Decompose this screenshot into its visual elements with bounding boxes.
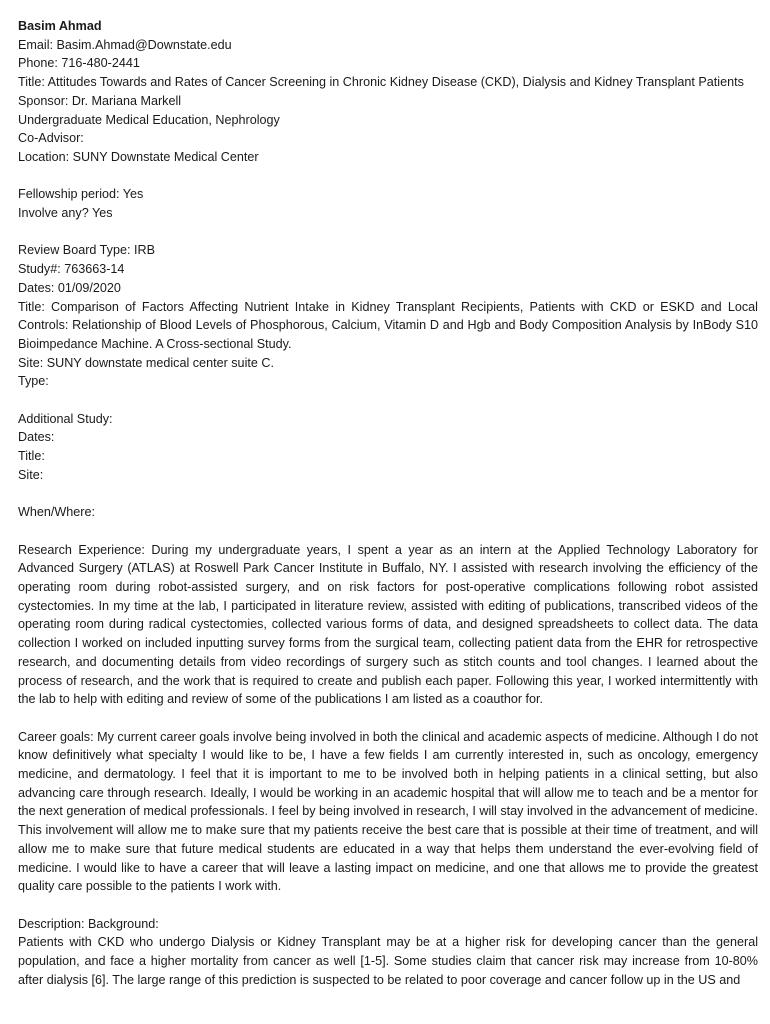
additional-study-dates: Dates: <box>18 430 55 445</box>
study-number-line: Study#: 763663-14 <box>18 262 125 277</box>
review-title-paragraph: Title: Comparison of Factors Affecting Nutrient Intake in Kidney Transplant Recipients, Patients with CKD or ESKD and Local Controls: Relationship of Blood Levels of Phosphorous, Calcium, Vitamin D and Hgb and Body Composition Analysis by InBody S10 Bioimpedance Machine. A Cross-sectional Study. <box>18 299 758 351</box>
additional-study-title: Title: <box>18 449 45 464</box>
additional-study-site: Site: <box>18 467 44 482</box>
project-title-line: Title: Attitudes Towards and Rates of Cancer Screening in Chronic Kidney Disease (CKD), Dialysis and Kidney Transplant Patients <box>18 75 744 90</box>
additional-study-heading: Additional Study: <box>18 411 113 426</box>
description-heading: Description: Background: <box>18 916 159 931</box>
co-advisor-line: Co-Advisor: <box>18 131 84 146</box>
review-dates-line: Dates: 01/09/2020 <box>18 280 121 295</box>
career-goals-paragraph: Career goals: My current career goals involve being involved in both the clinical and academic aspects of medicine. Although I do not know definitively what specialty I would like to be, I have a few fields I am currently interested in, such as oncology, emergency medicine, and dermatology. I feel that it is important to me to be involved both in helping patients in a clinical setting, but also advancing care through research. Ideally, I would be working in an academic hospital that will allow me to teach and be a mentor for the next generation of medical professionals. I feel by being involved in research, I will stay involved in the advancement of medicine. This involvement will allow me to make sure that my patients receive the best care that is possible at their time of treatment, and will allow me to make sure that future medical students are educated in a way that helps them understand the ever-evolving field of medicine. I would like to have a career that will leave a lasting impact on medicine, and one that allows me to provide the greatest quality care possible to the patients I work with. <box>18 729 758 894</box>
spacer <box>18 167 758 186</box>
spacer <box>18 709 758 728</box>
author-name: Basim Ahmad <box>18 19 102 33</box>
phone-line: Phone: 716-480-2441 <box>18 56 140 71</box>
spacer <box>18 223 758 242</box>
fellowship-period-line: Fellowship period: Yes <box>18 187 144 202</box>
spacer <box>18 522 758 541</box>
document-page <box>18 17 758 989</box>
involve-line: Involve any? Yes <box>18 206 113 221</box>
spacer <box>18 485 758 504</box>
description-paragraph: Patients with CKD who undergo Dialysis or Kidney Transplant may be at a higher risk for developing cancer than the general population, and face a higher mortality from cancer as well [1-5]. Some studies claim that cancer risk may increase from 10-80% after dialysis [6]. The large range of this prediction is suspected to be related to poor coverage and cancer follow up in the US and <box>18 935 758 987</box>
review-board-type-line: Review Board Type: IRB <box>18 243 155 258</box>
email-line: Email: Basim.Ahmad@Downstate.edu <box>18 37 232 52</box>
research-experience-paragraph: Research Experience: During my undergraduate years, I spent a year as an intern at the Applied Technology Laboratory for Advanced Surgery (ATLAS) at Roswell Park Cancer Institute in Buffalo, NY. I assisted with research involving the efficiency of the operating room during robot-assisted surgery, and on risk factors for post-operative complications following robot assisted cystectomies. In my time at the lab, I participated in literature review, assisted with editing of publications, transcribed videos of the operating room during radical cystectomies, collected various forms of data, and designed spreadsheets to collect data. The data collection I worked on included inputting survey forms from the surgical team, collecting patient data from the EHR for retrospective research, and documenting details from video recordings of surgery such as stitch counts and tool changes. I learned about the process of research, and the work that is required to create and publish each paper. Following this year, I worked intermittently with the lab to help with editing and review of some of the publications I am listed as a coauthor for. <box>18 542 758 707</box>
review-type-line: Type: <box>18 374 49 389</box>
review-site-line: Site: SUNY downstate medical center suite C. <box>18 355 274 370</box>
department-line: Undergraduate Medical Education, Nephrology <box>18 112 280 127</box>
sponsor-line: Sponsor: Dr. Mariana Markell <box>18 93 182 108</box>
location-line: Location: SUNY Downstate Medical Center <box>18 149 259 164</box>
spacer <box>18 896 758 915</box>
spacer <box>18 391 758 410</box>
when-where-line: When/Where: <box>18 505 95 520</box>
